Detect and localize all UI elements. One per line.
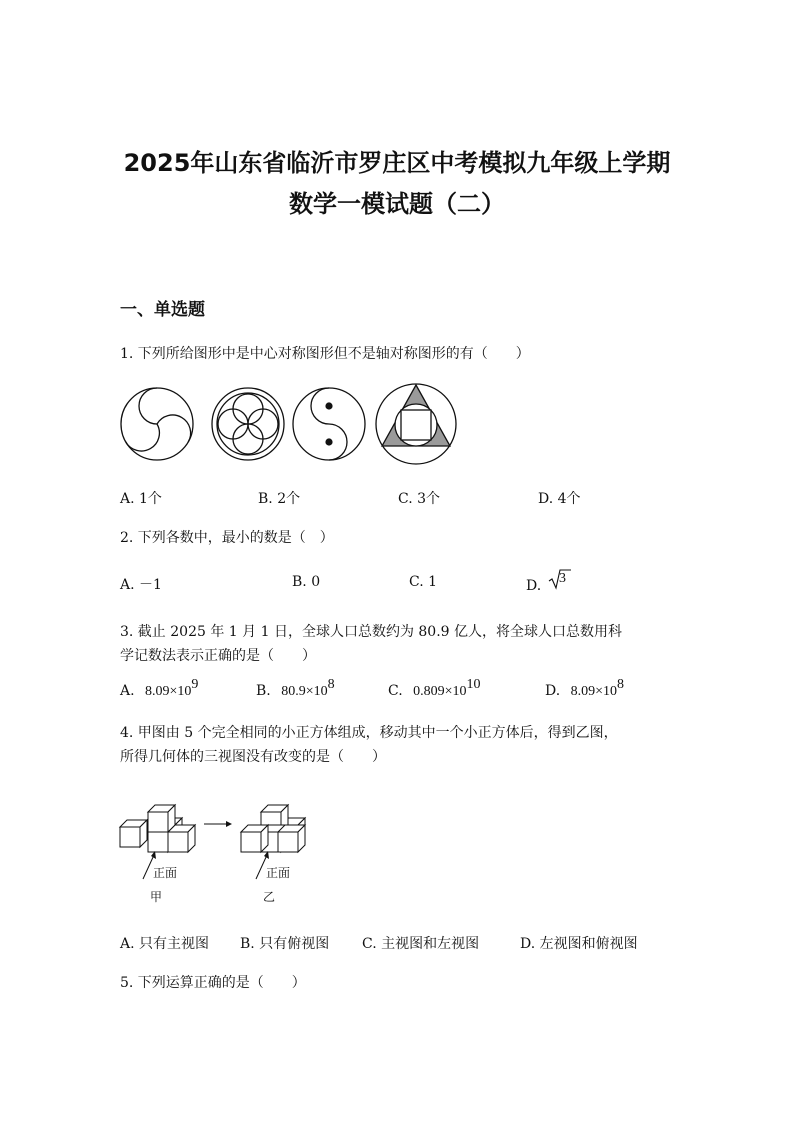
page-title-line1: 2025年山东省临沂市罗庄区中考模拟九年级上学期 [123, 149, 671, 177]
q3-option-a-label: A. [120, 683, 135, 699]
q1-option-b: B. 2个 [258, 491, 301, 507]
cube-figure-yi [241, 805, 305, 852]
cube-figure-jia [120, 805, 195, 852]
question-1-text: 1. 下列所给图形中是中心对称图形但不是轴对称图形的有（ ） [120, 346, 530, 362]
section-heading: 一、单选题 [120, 300, 205, 320]
q1-option-c: C. 3个 [398, 491, 441, 507]
q3-option-d-exponent: 8 [617, 677, 625, 692]
q1-option-d: D. 4个 [538, 491, 581, 507]
q4-option-a: A. 只有主视图 [120, 936, 210, 952]
q3-option-b-exponent: 8 [327, 677, 335, 692]
question-1-figures [110, 375, 470, 475]
page-title-line2: 数学一模试题（二） [289, 190, 505, 218]
question-3-line1: 3. 截止 2025 年 1 月 1 日，全球人口总数约为 80.9 亿人，将全球人口总数用科 [120, 624, 623, 640]
q4-option-d: D. 左视图和俯视图 [520, 936, 638, 952]
q2-option-d: D. [526, 578, 542, 594]
fig-b-front-label: 正面 [266, 866, 291, 880]
q2-option-c: C. 1 [409, 574, 438, 590]
q4-option-c: C. 主视图和左视图 [362, 936, 480, 952]
q3-option-c-label: C. [388, 683, 403, 699]
fig-a-name: 甲 [150, 890, 163, 904]
question-4-line2: 所得几何体的三视图没有改变的是（ ） [120, 749, 386, 765]
question-4-cube-figures [110, 785, 330, 895]
q2-option-b: B. 0 [292, 574, 321, 590]
fig-b-name: 乙 [263, 890, 276, 904]
q3-option-c-mantissa: 0.809×10 [413, 684, 467, 699]
q3-option-a-mantissa: 8.09×10 [145, 684, 192, 699]
q2-radicand: 3 [559, 571, 566, 586]
q3-option-c [388, 677, 481, 700]
yin-yang-figure [293, 388, 365, 460]
fig-a-front-label: 正面 [153, 866, 178, 880]
q1-option-a: A. 1个 [120, 491, 162, 507]
question-3-line2: 学记数法表示正确的是（ ） [120, 648, 316, 664]
triangle-square-figure [376, 384, 456, 464]
q3-option-d-label: D. [545, 683, 561, 699]
q4-option-b: B. 只有俯视图 [240, 936, 330, 952]
question-2-text: 2. 下列各数中，最小的数是（ ） [120, 530, 334, 546]
q2-option-a: A. －1 [120, 577, 162, 593]
q3-option-d-mantissa: 8.09×10 [570, 684, 618, 699]
q3-option-b-mantissa: 80.9×10 [281, 684, 328, 699]
question-4-line1: 4. 甲图由 5 个完全相同的小正方体组成，移动其中一个小正方体后，得到乙图， [120, 725, 618, 741]
swirl-figure [121, 388, 193, 460]
four-petal-figure [212, 388, 284, 460]
q3-option-c-exponent: 10 [466, 677, 481, 692]
q3-option-b-label: B. [256, 683, 271, 699]
q3-option-d [545, 677, 625, 700]
question-5-text: 5. 下列运算正确的是（ ） [120, 975, 306, 991]
arrow-right-icon [204, 821, 232, 827]
q3-option-b [256, 677, 335, 700]
q3-option-a-exponent: 9 [191, 677, 199, 692]
q3-option-a [120, 677, 199, 700]
